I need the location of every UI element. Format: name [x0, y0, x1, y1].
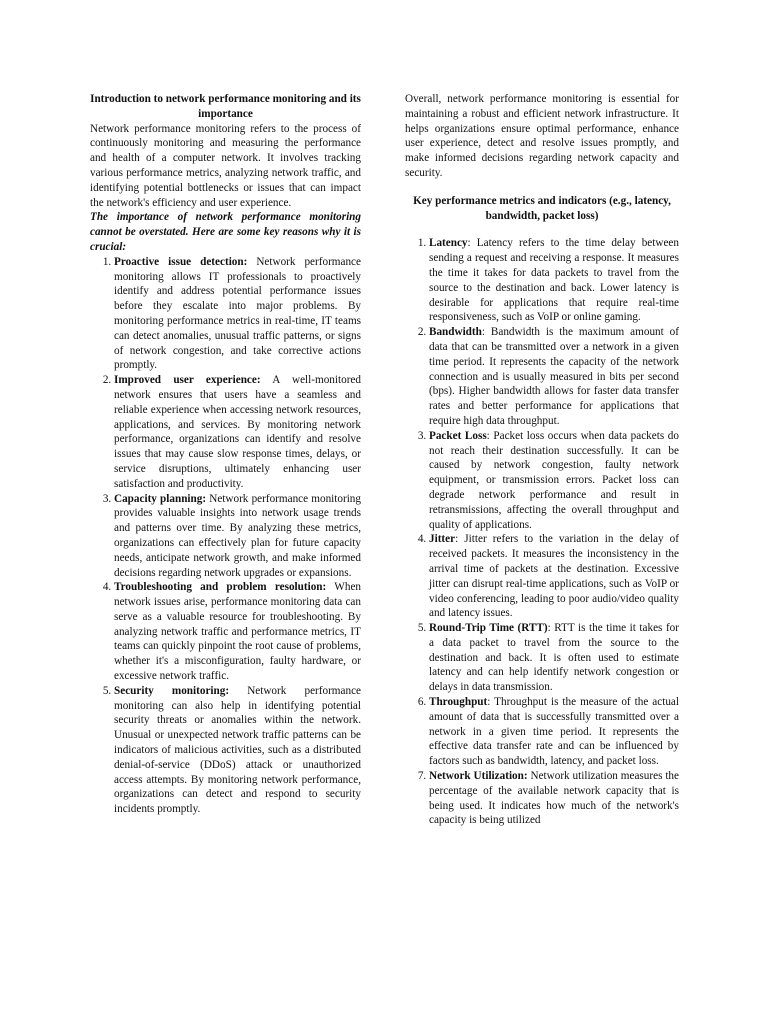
item-text: : Packet loss occurs when data packets do not reach their destination successfully. It can be caused by network congestion, faulty network equipment, or transmission errors. Packet loss can degrade network performance and result in retransmissions, affecting the overall throughput and quality of applications.: [429, 429, 679, 531]
list-item: [114, 580, 361, 684]
metrics-list: [405, 236, 679, 828]
item-term: Capacity planning:: [114, 492, 207, 505]
overall-paragraph: Overall, network performance monitoring is essential for maintaining a robust and efficient network infrastructure. It helps organizations ensure optimal performance, enhance user experience, detect and resolve issues promptly, and make informed decisions regarding network capacity and security.: [405, 93, 679, 179]
section-heading-intro: Introduction to network performance monitoring and its importance: [90, 93, 361, 120]
spacer: [405, 223, 679, 236]
item-term: Packet Loss: [429, 429, 487, 442]
list-item: [429, 769, 679, 828]
item-text: Network performance monitoring provides valuable insights into network usage trends and patterns over time. By analyzing these metrics, organizations can effectively plan for future capacity needs, anticipate network growth, and make informed decisions regarding network upgrades or expansions.: [114, 492, 361, 579]
list-item: [429, 236, 679, 325]
item-text: : Latency refers to the time delay between sending a request and receiving a response. It measures the time it takes for data packets to travel from the source to the destination and back. Lower latency is desirable for applications that require real-time responsiveness, such as VoIP or online gaming.: [429, 237, 679, 324]
list-item: [114, 373, 361, 491]
item-text: : Throughput is the measure of the actual amount of data that is successfully transmitted over a network in a given time period. It represents the effective data transfer rate and can be influenced by factors such as bandwidth, latency, and packet loss.: [429, 696, 679, 768]
item-term: Jitter: [429, 533, 456, 546]
spacer: [405, 181, 679, 194]
item-term: Network Utilization:: [429, 770, 528, 783]
list-item: [114, 684, 361, 817]
item-term: Round-Trip Time (RTT): [429, 622, 548, 635]
list-item: [114, 255, 361, 373]
item-text: Network utilization measures the percentage of the available network capacity that is being used. It indicates how much of the network's capacity is being utilized: [429, 770, 679, 827]
list-item: [429, 695, 679, 769]
item-text: : Bandwidth is the maximum amount of data that can be transmitted over a network in a given time period. It represents the capacity of the network connection and is usually measured in bits per second (bps). Higher bandwidth allows for faster data transfer rates and better performance for applications that require high data throughput.: [429, 326, 679, 427]
item-term: Throughput: [429, 696, 488, 709]
item-text: Network performance monitoring allows IT professionals to proactively identify and address potential performance issues before they escalate into major problems. By monitoring performance metrics in real-time, IT teams can detect anomalies, unusual traffic patterns, or signs of network congestion, and take corrective actions promptly.: [114, 255, 361, 372]
list-item: [429, 325, 679, 429]
item-term: Security monitoring:: [114, 684, 230, 697]
item-text: A well-monitored network ensures that users have a seamless and reliable experience when accessing network resources, applications, and services. By monitoring network performance, organizations can identify and resolve issues that may cause slow response times, delays, or service disruptions, ultimately enhancing user satisfaction and productivity.: [114, 374, 361, 490]
item-term: Improved user experience:: [114, 374, 261, 387]
item-text: : Jitter refers to the variation in the delay of received packets. It measures the inconsistency in the arrival time of packets at the destination. Excessive jitter can disrupt real-time applications, such as VoIP or video conferencing, leading to poor audio/video quality and latency issues.: [429, 533, 679, 620]
list-item: [429, 621, 679, 695]
left-column: [90, 92, 361, 817]
item-text: : RTT is the time it takes for a data packet to travel from the source to the destination and back. It is often used to estimate latency and can help identify network congestion or delays in data transmission.: [429, 622, 679, 694]
item-text: When network issues arise, performance monitoring data can serve as a valuable resource for troubleshooting. By analyzing network traffic and performance metrics, IT teams can quickly pinpoint the root cause of problems, whether it's a misconfiguration, faulty hardware, or excessive network traffic.: [114, 581, 361, 683]
item-term: Latency: [429, 237, 468, 250]
item-term: Proactive issue detection:: [114, 255, 248, 268]
item-term: Bandwidth: [429, 326, 482, 339]
importance-list: [90, 255, 361, 817]
importance-lead: The importance of network performance monitoring cannot be overstated. Here are some key reasons why it is crucial:: [90, 211, 361, 253]
item-term: Troubleshooting and problem resolution:: [114, 581, 327, 594]
intro-paragraph: Network performance monitoring refers to the process of continuously monitoring and measuring the performance and health of a computer network. It involves tracking various performance metrics, analyzing network traffic, and identifying potential bottlenecks or issues that can impact the network's efficiency and user experience.: [90, 122, 361, 209]
right-column: [405, 92, 679, 828]
item-text: Network performance monitoring can also help in identifying potential security threats or anomalies within the network. Unusual or unexpected network traffic patterns can be indicators of malicious activities, such as a distributed denial-of-service (DDoS) attack or unauthorized access attempts. By monitoring network performance, organizations can detect and respond to security incidents promptly.: [114, 684, 361, 816]
list-item: [429, 429, 679, 533]
list-item: [114, 492, 361, 581]
list-item: [429, 532, 679, 621]
section-heading-metrics: Key performance metrics and indicators (e.g., latency, bandwidth, packet loss): [413, 194, 671, 222]
